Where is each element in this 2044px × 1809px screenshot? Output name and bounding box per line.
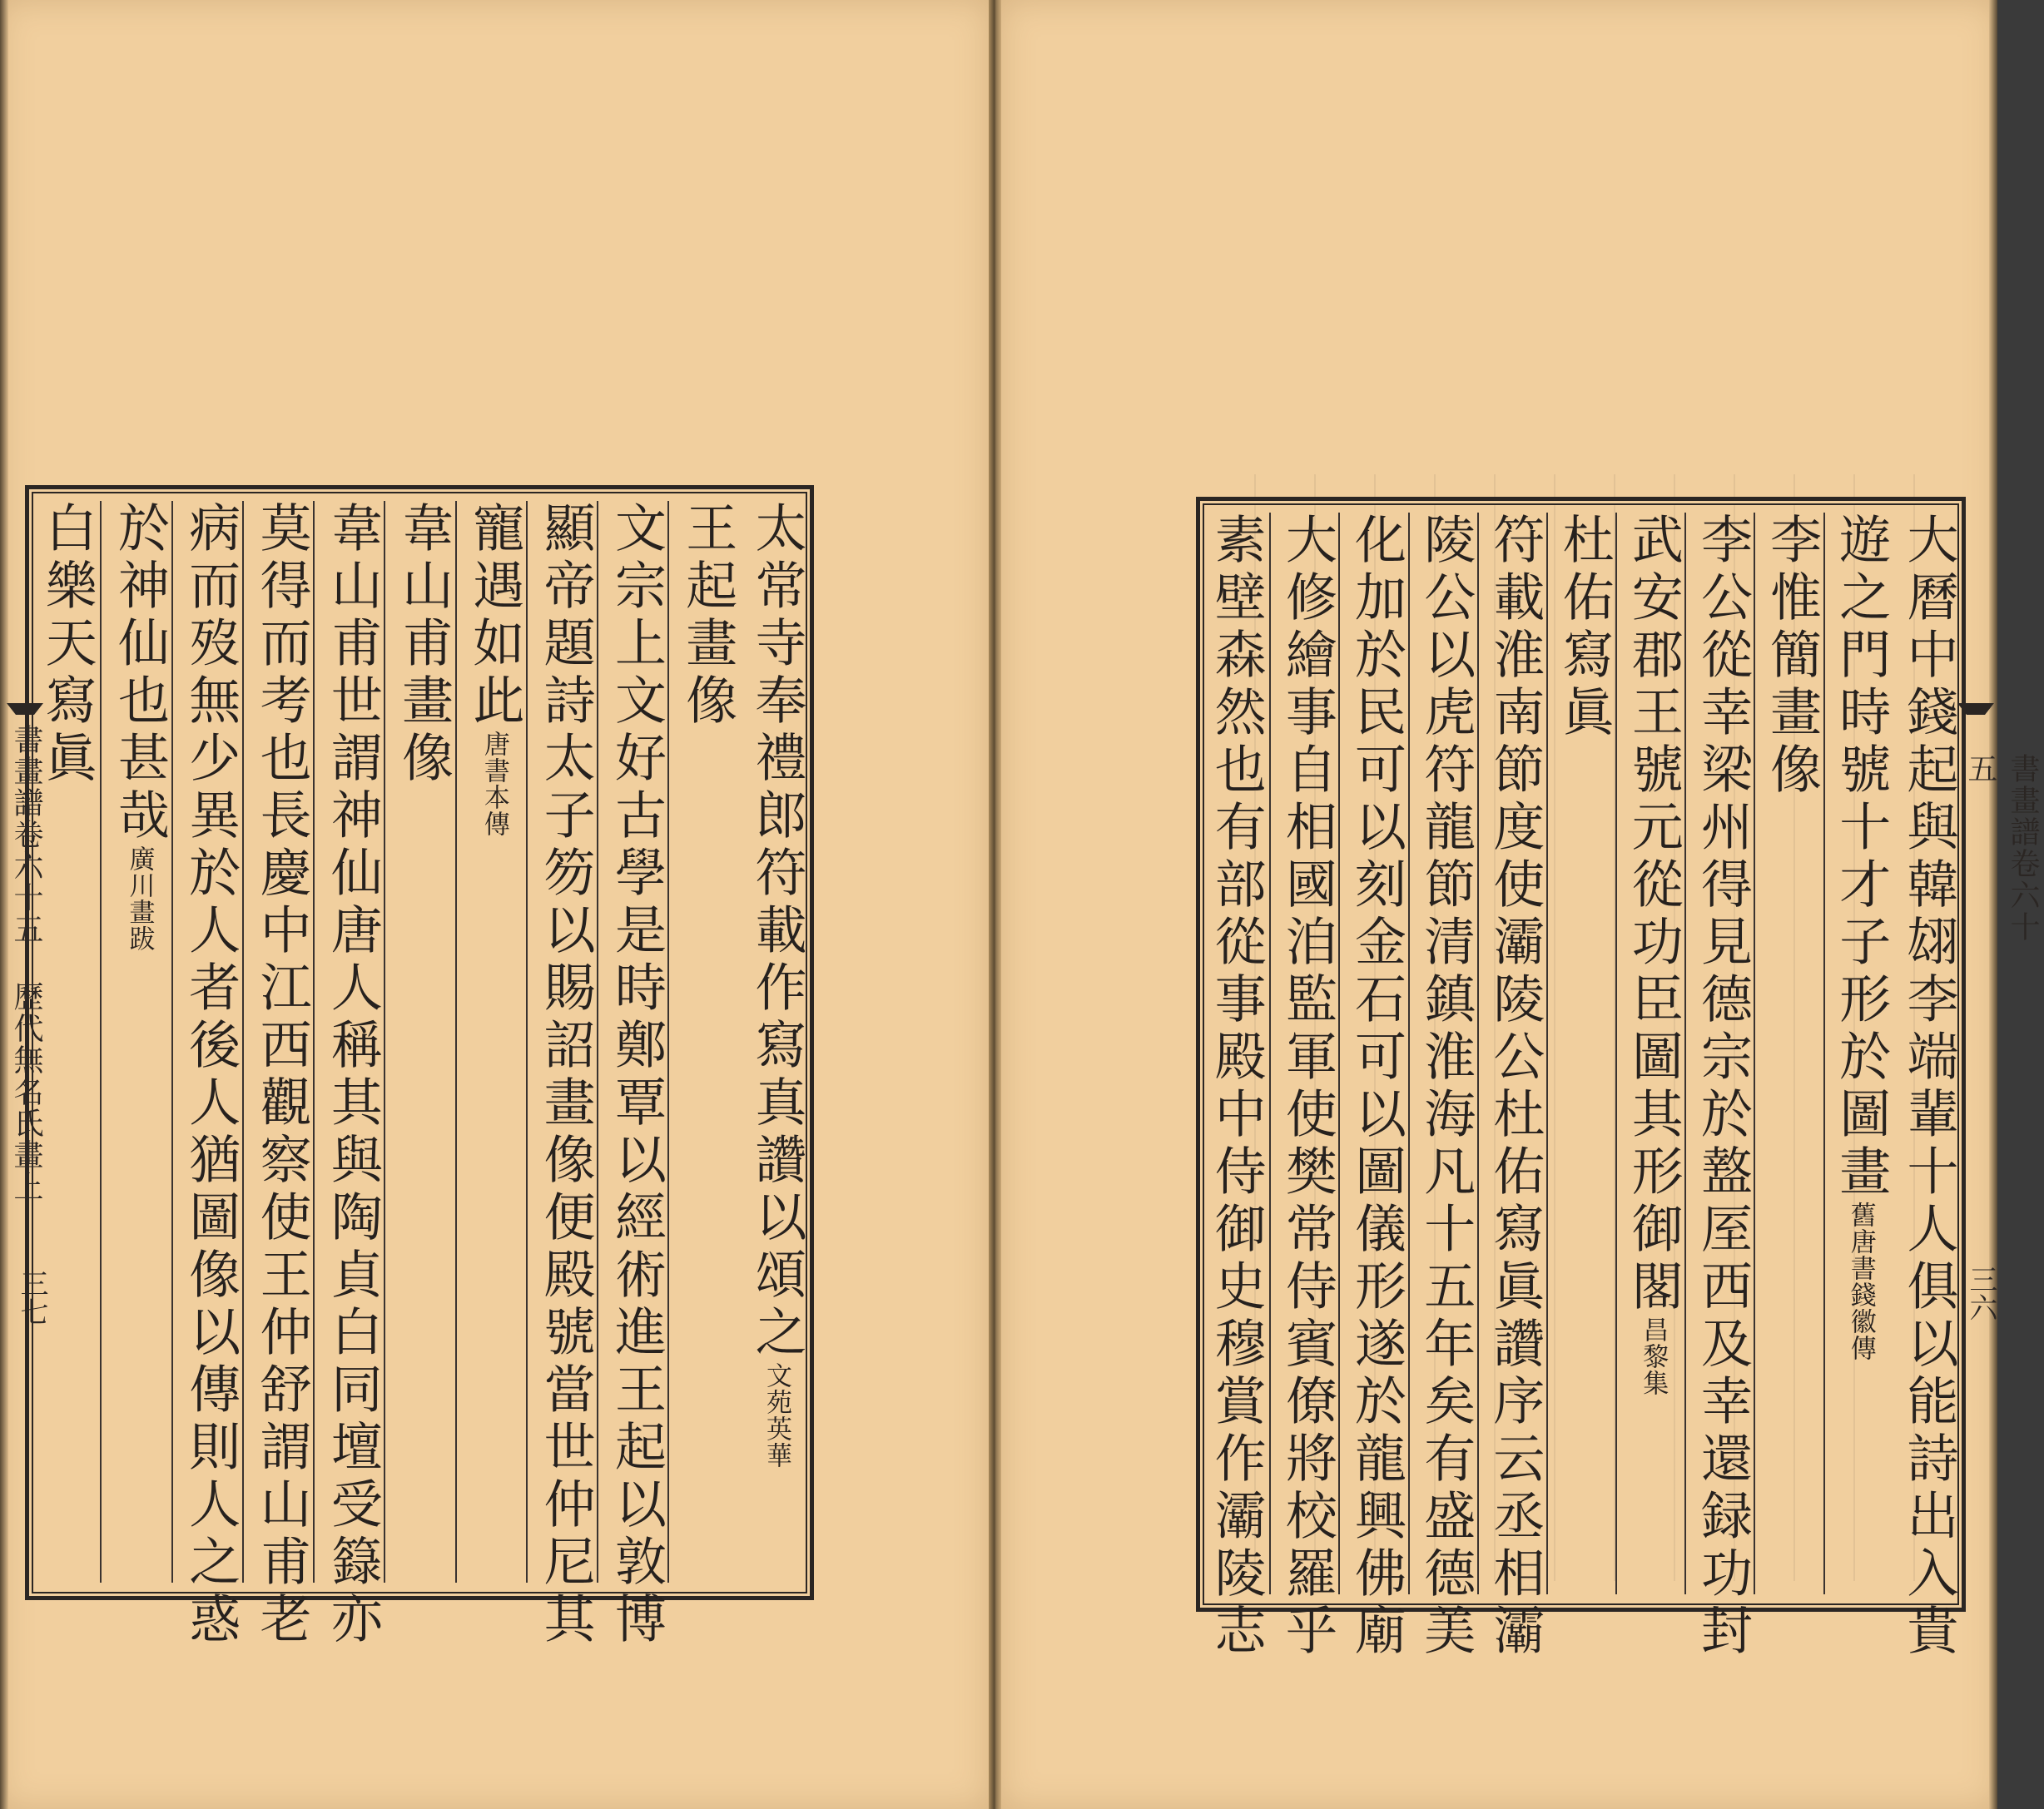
column-inner <box>669 501 740 1574</box>
text-column <box>667 501 740 1583</box>
text-column <box>597 501 669 1649</box>
column-text: 大曆中錢起與韓翃李端輩十人俱以能詩出入貴 <box>1898 513 1959 1661</box>
column-text: 陵公以虎符龍節清鎮淮海凡十五年矣有盛德美 <box>1415 513 1476 1661</box>
column-inner <box>173 501 244 1649</box>
column-text: 寵遇如此 <box>464 501 525 731</box>
column-text: 武安郡王號元從功臣圖其形御閣 <box>1623 513 1684 1316</box>
column-inner <box>457 501 528 1574</box>
column-text: 王起畫像 <box>677 501 738 731</box>
column-content <box>1479 513 1548 1661</box>
source-note: 文苑英華 <box>761 1362 791 1469</box>
column-content <box>598 501 669 1649</box>
column-text: 文宗上文好古學是時鄭覃以經術進王起以敦博 <box>606 501 667 1649</box>
source-note: 舊唐書錢徽傳 <box>1845 1202 1876 1361</box>
column-inner <box>1340 513 1409 1661</box>
column-content <box>1548 513 1617 1586</box>
text-column <box>739 501 810 1583</box>
left-margin-title: 書畫譜卷六十五 歷代無名氏畫上 <box>9 724 43 1202</box>
column-content <box>244 501 315 1649</box>
book-gutter <box>989 0 1001 1809</box>
column-text: 李公從幸梁州得見德宗於盩厔西及幸還録功封 <box>1692 513 1754 1661</box>
column-content <box>1340 513 1409 1661</box>
column-inner <box>1410 513 1479 1661</box>
text-column <box>100 501 172 1583</box>
column-text: 於神仙也甚哉 <box>109 501 171 845</box>
text-column <box>1477 513 1548 1661</box>
column-content <box>528 501 598 1649</box>
text-column <box>455 501 528 1583</box>
column-text: 大修繪事自相國洎監軍使樊常侍賓僚將校羅乎 <box>1277 513 1338 1661</box>
text-column <box>1408 513 1479 1661</box>
text-column <box>1893 513 1962 1661</box>
column-content <box>1410 513 1479 1661</box>
column-text: 杜佑寫眞 <box>1554 513 1615 742</box>
column-inner <box>244 501 315 1649</box>
left-fishtail-mark <box>7 703 43 715</box>
column-inner <box>1271 513 1340 1661</box>
text-column <box>526 501 598 1649</box>
source-note: 唐書本傳 <box>479 731 509 837</box>
column-content <box>739 501 810 1574</box>
column-content <box>1617 513 1686 1586</box>
right-margin-title: 書畫譜卷六十五 <box>1963 753 2040 943</box>
column-inner <box>1755 513 1824 1586</box>
text-column <box>171 501 244 1649</box>
column-inner <box>598 501 669 1649</box>
text-column <box>1269 513 1340 1661</box>
column-inner <box>102 501 172 1574</box>
column-text: 白樂天寫眞 <box>37 501 98 788</box>
column-content <box>1271 513 1340 1661</box>
column-text: 李惟簡畫像 <box>1761 513 1823 800</box>
text-column <box>1684 513 1755 1661</box>
text-column <box>242 501 315 1649</box>
column-text: 遊之門時號十才子形於圖畫 <box>1830 513 1892 1202</box>
column-text: 化加於民可以刻金石可以圖儀形遂於龍興佛廟 <box>1346 513 1407 1661</box>
column-inner <box>739 501 810 1574</box>
text-column <box>1615 513 1686 1594</box>
column-inner <box>1200 513 1269 1661</box>
column-content <box>1200 513 1269 1661</box>
left-folio-number: 三七 <box>15 1269 48 1326</box>
column-inner <box>1548 513 1617 1586</box>
column-content <box>173 501 244 1649</box>
column-inner <box>1825 513 1894 1586</box>
right-text-frame <box>1196 497 1966 1661</box>
column-inner <box>315 501 385 1649</box>
column-content <box>669 501 740 1574</box>
column-inner <box>528 501 598 1649</box>
column-text: 莫得而考也長慶中江西觀察使王仲舒謂山甫老 <box>251 501 313 1649</box>
column-inner <box>1893 513 1962 1661</box>
right-fishtail-mark <box>1957 703 1994 715</box>
column-content <box>102 501 172 1574</box>
column-inner <box>1479 513 1548 1661</box>
column-content <box>385 501 456 1574</box>
column-text: 顯帝題詩太子笏以賜詔畫像便殿號當世仲尼其 <box>535 501 597 1649</box>
column-content <box>457 501 528 1574</box>
text-column <box>1200 513 1269 1661</box>
column-content <box>1825 513 1894 1586</box>
right-folio-number: 三六 <box>1964 1265 1997 1321</box>
text-column <box>1546 513 1617 1594</box>
column-content <box>1686 513 1755 1661</box>
column-inner <box>1686 513 1755 1661</box>
column-inner <box>385 501 456 1574</box>
column-text: 韋山甫畫像 <box>393 501 454 788</box>
source-note: 昌黎集 <box>1638 1316 1669 1396</box>
text-column <box>313 501 385 1649</box>
text-column <box>1754 513 1824 1594</box>
text-column <box>1338 513 1409 1661</box>
column-content <box>1893 513 1962 1661</box>
column-text: 病而歿無少異於人者後人猶圖像以傳則人之惑 <box>180 501 241 1649</box>
text-column <box>1823 513 1894 1594</box>
column-text: 太常寺奉禮郎符載作寫真讚以頌之 <box>746 501 807 1362</box>
column-text: 素壁森然也有部從事殿中侍御史穆賞作灞陵志 <box>1206 513 1268 1661</box>
column-content <box>1755 513 1824 1586</box>
left-text-frame <box>25 485 814 1649</box>
column-content <box>315 501 385 1649</box>
column-text: 符載淮南節度使灞陵公杜佑寫眞讚序云丞相灞 <box>1484 513 1545 1661</box>
column-inner <box>1617 513 1686 1586</box>
text-column <box>384 501 456 1583</box>
source-note: 廣川畫跋 <box>124 845 155 952</box>
column-text: 韋山甫世謂神仙唐人稱其與陶貞白同壇受籙亦 <box>322 501 384 1649</box>
